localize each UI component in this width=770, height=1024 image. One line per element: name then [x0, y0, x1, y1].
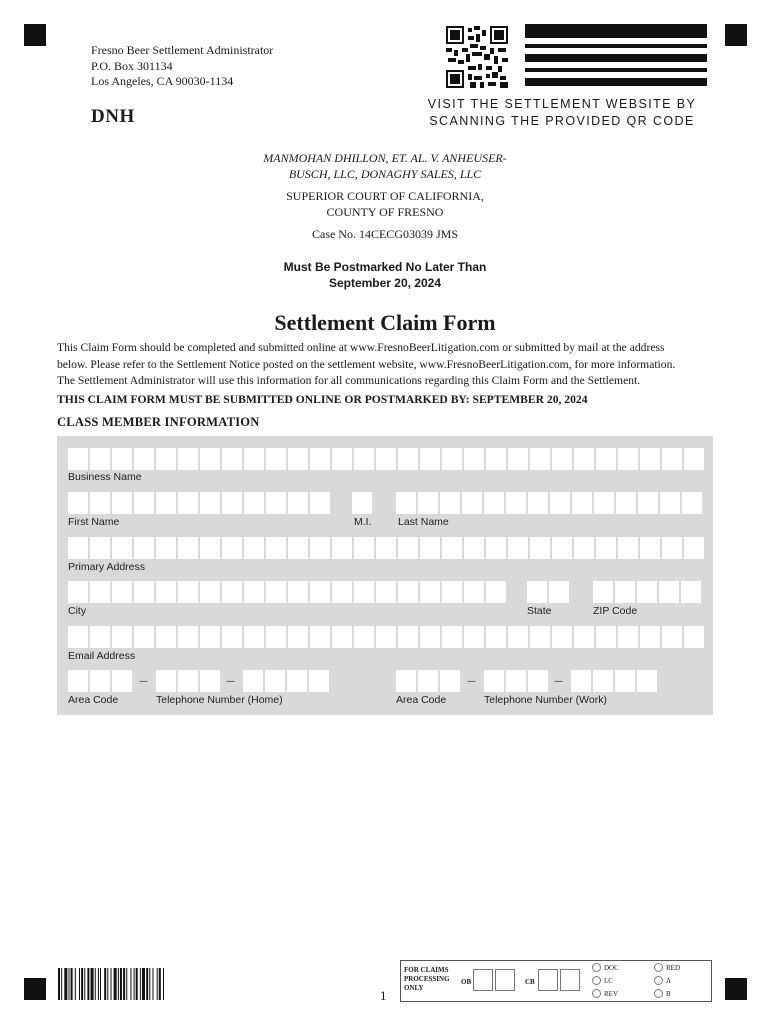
cb-label: CB	[525, 978, 535, 986]
char-box[interactable]	[681, 581, 701, 603]
state-input[interactable]	[527, 581, 571, 603]
char-box[interactable]	[178, 670, 198, 692]
char-box[interactable]	[398, 537, 418, 559]
char-box[interactable]	[134, 448, 154, 470]
registration-mark-top-right	[725, 24, 747, 46]
char-box[interactable]	[222, 448, 242, 470]
postal-bar	[525, 24, 707, 38]
char-box[interactable]	[310, 448, 330, 470]
char-box[interactable]	[68, 537, 88, 559]
registration-mark-bottom-left	[24, 978, 46, 1000]
char-box[interactable]	[418, 670, 438, 692]
char-box[interactable]	[310, 537, 330, 559]
char-box[interactable]	[484, 492, 504, 514]
char-box[interactable]	[593, 581, 613, 603]
char-box[interactable]	[112, 581, 132, 603]
char-box[interactable]	[616, 492, 636, 514]
red-checkbox[interactable]	[654, 963, 663, 972]
char-box[interactable]	[376, 448, 396, 470]
claims-processing-label-line: FOR CLAIMS	[404, 966, 449, 974]
primary-address-label: Primary Address	[68, 561, 146, 573]
char-box[interactable]	[200, 537, 220, 559]
b-label: B	[666, 990, 671, 998]
char-box[interactable]	[243, 670, 263, 692]
char-box[interactable]	[530, 448, 550, 470]
char-box[interactable]	[662, 537, 682, 559]
char-box[interactable]	[134, 581, 154, 603]
work-area-code-input[interactable]	[396, 670, 462, 692]
char-box[interactable]	[420, 448, 440, 470]
business-name-input[interactable]	[68, 448, 706, 470]
home-phone-prefix-input[interactable]	[156, 670, 222, 692]
char-box[interactable]	[506, 492, 526, 514]
char-box[interactable]	[398, 626, 418, 648]
char-box[interactable]	[156, 670, 176, 692]
phone-separator: ----	[226, 676, 234, 686]
char-box[interactable]	[244, 537, 264, 559]
char-box[interactable]	[134, 492, 154, 514]
case-number: Case No. 14CECG03039 JMS	[311, 227, 458, 241]
char-box[interactable]	[222, 626, 242, 648]
char-box[interactable]	[486, 448, 506, 470]
char-box[interactable]	[90, 626, 110, 648]
char-box[interactable]	[618, 626, 638, 648]
char-box[interactable]	[288, 448, 308, 470]
phone-separator: ----	[554, 676, 562, 686]
char-box[interactable]	[354, 448, 374, 470]
postal-bars	[525, 24, 707, 92]
intro-paragraph	[57, 340, 717, 390]
char-box[interactable]	[244, 448, 264, 470]
char-box[interactable]	[659, 581, 679, 603]
char-box[interactable]	[552, 626, 572, 648]
char-box[interactable]	[156, 537, 176, 559]
postal-bar	[525, 54, 707, 62]
home-area-code-label: Area Code	[68, 694, 119, 706]
postmark-deadline	[230, 260, 540, 291]
postal-bar	[525, 68, 707, 72]
zip-code-label: ZIP Code	[593, 605, 638, 617]
char-box[interactable]	[572, 492, 592, 514]
char-box[interactable]	[640, 537, 660, 559]
return-address-line: Los Angeles, CA 90030-1134	[91, 74, 234, 88]
doc-label: DOC	[604, 964, 619, 972]
char-box[interactable]	[222, 492, 242, 514]
char-box[interactable]	[332, 581, 352, 603]
char-box[interactable]	[594, 492, 614, 514]
char-box[interactable]	[593, 670, 613, 692]
claims-processing-label	[404, 966, 450, 993]
char-box[interactable]	[420, 626, 440, 648]
char-box[interactable]	[684, 537, 704, 559]
char-box[interactable]	[310, 626, 330, 648]
char-box[interactable]	[376, 537, 396, 559]
char-box[interactable]	[265, 670, 285, 692]
char-box[interactable]	[244, 492, 264, 514]
return-address-line: Fresno Beer Settlement Administrator	[91, 43, 274, 57]
char-box[interactable]	[396, 670, 416, 692]
char-box[interactable]	[637, 581, 657, 603]
char-box[interactable]	[222, 581, 242, 603]
char-box[interactable]	[596, 626, 616, 648]
char-box[interactable]	[440, 492, 460, 514]
char-box[interactable]	[549, 581, 569, 603]
ob-label: OB	[461, 978, 472, 986]
char-box[interactable]	[178, 537, 198, 559]
char-box[interactable]	[442, 581, 462, 603]
char-box[interactable]	[596, 537, 616, 559]
char-box[interactable]	[90, 581, 110, 603]
char-box[interactable]	[418, 492, 438, 514]
char-box[interactable]	[638, 492, 658, 514]
city-input[interactable]	[68, 581, 508, 603]
char-box[interactable]	[508, 448, 528, 470]
first-name-label: First Name	[68, 516, 120, 528]
ob-box[interactable]	[473, 969, 493, 991]
char-box[interactable]	[527, 581, 547, 603]
zip-code-input[interactable]	[593, 581, 703, 603]
char-box[interactable]	[112, 670, 132, 692]
char-box[interactable]	[574, 537, 594, 559]
red-label: RED	[666, 964, 680, 972]
phone-separator: ----	[467, 676, 475, 686]
court-name: SUPERIOR COURT OF CALIFORNIA,	[286, 189, 484, 203]
char-box[interactable]	[68, 448, 88, 470]
char-box[interactable]	[684, 626, 704, 648]
intro-line: This Claim Form should be completed and submitted online at www.FresnoBeerLitigation.com or submitted by mail at the address	[57, 341, 665, 354]
char-box[interactable]	[420, 537, 440, 559]
home-phone-line-input[interactable]	[243, 670, 331, 692]
char-box[interactable]	[354, 581, 374, 603]
char-box[interactable]	[574, 626, 594, 648]
case-caption	[180, 150, 590, 242]
primary-address-input[interactable]	[68, 537, 706, 559]
char-box[interactable]	[442, 537, 462, 559]
char-box[interactable]	[640, 448, 660, 470]
middle-initial-input[interactable]	[352, 492, 374, 514]
char-box[interactable]	[637, 670, 657, 692]
char-box[interactable]	[528, 670, 548, 692]
claims-processing-label-line: ONLY	[404, 984, 424, 992]
char-box[interactable]	[571, 670, 591, 692]
char-box[interactable]	[660, 492, 680, 514]
char-box[interactable]	[288, 492, 308, 514]
qr-caption-line: VISIT THE SETTLEMENT WEBSITE BY	[427, 97, 697, 111]
char-box[interactable]	[266, 581, 286, 603]
intro-line: below. Please refer to the Settlement Notice posted on the settlement website, www.FresnoBeerLitigation.com, for more information.	[57, 357, 676, 371]
char-box[interactable]	[68, 670, 88, 692]
work-phone-prefix-input[interactable]	[484, 670, 550, 692]
char-box[interactable]	[68, 581, 88, 603]
return-address-line: P.O. Box 301134	[91, 58, 173, 73]
submission-deadline: THIS CLAIM FORM MUST BE SUBMITTED ONLINE OR POSTMARKED BY: SEPTEMBER 20, 2024	[57, 393, 588, 406]
char-box[interactable]	[112, 537, 132, 559]
char-box[interactable]	[442, 448, 462, 470]
char-box[interactable]	[552, 537, 572, 559]
last-name-input[interactable]	[396, 492, 704, 514]
first-name-input[interactable]	[68, 492, 332, 514]
char-box[interactable]	[528, 492, 548, 514]
char-box[interactable]	[440, 670, 460, 692]
city-label: City	[68, 605, 87, 617]
char-box[interactable]	[266, 537, 286, 559]
rev-checkbox[interactable]	[592, 989, 601, 998]
char-box[interactable]	[200, 670, 220, 692]
char-box[interactable]	[134, 537, 154, 559]
char-box[interactable]	[112, 626, 132, 648]
home-phone-label: Telephone Number (Home)	[156, 694, 283, 706]
char-box[interactable]	[550, 492, 570, 514]
lc-checkbox[interactable]	[592, 976, 601, 985]
mail-code: DNH	[91, 106, 135, 127]
b-checkbox[interactable]	[654, 989, 663, 998]
qr-caption	[412, 96, 712, 130]
char-box[interactable]	[462, 492, 482, 514]
char-box[interactable]	[288, 626, 308, 648]
char-box[interactable]	[200, 581, 220, 603]
char-box[interactable]	[464, 448, 484, 470]
char-box[interactable]	[156, 626, 176, 648]
lc-label: LC	[604, 977, 613, 985]
char-box[interactable]	[200, 448, 220, 470]
work-phone-line-input[interactable]	[571, 670, 659, 692]
work-area-code-label: Area Code	[396, 694, 447, 706]
char-box[interactable]	[508, 626, 528, 648]
home-area-code-input[interactable]	[68, 670, 134, 692]
char-box[interactable]	[156, 492, 176, 514]
postmark-line: Must Be Postmarked No Later Than	[283, 260, 487, 274]
postal-bar	[525, 44, 707, 48]
char-box[interactable]	[662, 626, 682, 648]
char-box[interactable]	[464, 537, 484, 559]
char-box[interactable]	[352, 492, 372, 514]
a-checkbox[interactable]	[654, 976, 663, 985]
char-box[interactable]	[486, 537, 506, 559]
intro-line: The Settlement Administrator will use this information for all communications regarding this Claim Form and the Settlement.	[57, 374, 641, 387]
char-box[interactable]	[332, 626, 352, 648]
char-box[interactable]	[200, 492, 220, 514]
char-box[interactable]	[506, 670, 526, 692]
char-box[interactable]	[309, 670, 329, 692]
cb-box[interactable]	[538, 969, 558, 991]
char-box[interactable]	[486, 581, 506, 603]
char-box[interactable]	[222, 537, 242, 559]
char-box[interactable]	[640, 626, 660, 648]
postmark-line: September 20, 2024	[328, 275, 442, 290]
char-box[interactable]	[398, 581, 418, 603]
char-box[interactable]	[574, 448, 594, 470]
rev-label: REV	[604, 990, 618, 998]
phone-separator: ----	[139, 676, 147, 686]
char-box[interactable]	[615, 670, 635, 692]
char-box[interactable]	[288, 537, 308, 559]
char-box[interactable]	[266, 448, 286, 470]
char-box[interactable]	[68, 626, 88, 648]
barcode-icon	[58, 968, 246, 1000]
char-box[interactable]	[90, 492, 110, 514]
char-box[interactable]	[332, 448, 352, 470]
doc-checkbox[interactable]	[592, 963, 601, 972]
char-box[interactable]	[266, 492, 286, 514]
char-box[interactable]	[156, 448, 176, 470]
claims-processing-label-line: PROCESSING	[404, 975, 450, 983]
char-box[interactable]	[310, 492, 330, 514]
char-box[interactable]	[552, 448, 572, 470]
registration-mark-top-left	[24, 24, 46, 46]
char-box[interactable]	[684, 448, 704, 470]
char-box[interactable]	[90, 448, 110, 470]
char-box[interactable]	[464, 626, 484, 648]
char-box[interactable]	[354, 626, 374, 648]
char-box[interactable]	[508, 537, 528, 559]
char-box[interactable]	[90, 670, 110, 692]
a-label: A	[666, 977, 672, 985]
return-address	[91, 43, 273, 90]
char-box[interactable]	[244, 581, 264, 603]
char-box[interactable]	[596, 448, 616, 470]
char-box[interactable]	[376, 626, 396, 648]
char-box[interactable]	[486, 626, 506, 648]
char-box[interactable]	[618, 537, 638, 559]
char-box[interactable]	[530, 626, 550, 648]
char-box[interactable]	[464, 581, 484, 603]
cb-box[interactable]	[560, 969, 580, 991]
case-parties: BUSCH, LLC, DONAGHY SALES, LLC	[288, 167, 482, 181]
class-member-panel	[57, 436, 713, 715]
registration-mark-bottom-right	[725, 978, 747, 1000]
char-box[interactable]	[530, 537, 550, 559]
char-box[interactable]	[178, 581, 198, 603]
court-name: COUNTY OF FRESNO	[326, 205, 444, 219]
mi-label: M.I.	[354, 516, 372, 528]
char-box[interactable]	[134, 626, 154, 648]
char-box[interactable]	[178, 492, 198, 514]
qr-caption-line: SCANNING THE PROVIDED QR CODE	[429, 114, 695, 128]
char-box[interactable]	[376, 581, 396, 603]
char-box[interactable]	[68, 492, 88, 514]
work-phone-label: Telephone Number (Work)	[484, 694, 607, 706]
char-box[interactable]	[662, 448, 682, 470]
qr-code-icon	[446, 26, 508, 88]
business-name-label: Business Name	[68, 471, 142, 483]
char-box[interactable]	[396, 492, 416, 514]
char-box[interactable]	[156, 581, 176, 603]
char-box[interactable]	[615, 581, 635, 603]
char-box[interactable]	[332, 537, 352, 559]
state-label: State	[527, 605, 552, 617]
char-box[interactable]	[618, 448, 638, 470]
ob-box[interactable]	[495, 969, 515, 991]
postal-bar	[525, 78, 707, 86]
char-box[interactable]	[178, 626, 198, 648]
char-box[interactable]	[310, 581, 330, 603]
char-box[interactable]	[244, 626, 264, 648]
char-box[interactable]	[398, 448, 418, 470]
char-box[interactable]	[288, 581, 308, 603]
char-box[interactable]	[354, 537, 374, 559]
form-title: Settlement Claim Form	[274, 310, 496, 335]
section-title: CLASS MEMBER INFORMATION	[57, 415, 260, 429]
char-box[interactable]	[682, 492, 702, 514]
char-box[interactable]	[420, 581, 440, 603]
email-label: Email Address	[68, 650, 136, 662]
char-box[interactable]	[178, 448, 198, 470]
char-box[interactable]	[90, 537, 110, 559]
char-box[interactable]	[442, 626, 462, 648]
char-box[interactable]	[200, 626, 220, 648]
last-name-label: Last Name	[398, 516, 449, 528]
char-box[interactable]	[287, 670, 307, 692]
page-number: 1	[380, 988, 387, 1003]
char-box[interactable]	[266, 626, 286, 648]
char-box[interactable]	[484, 670, 504, 692]
email-input[interactable]	[68, 626, 706, 648]
char-box[interactable]	[112, 492, 132, 514]
case-parties: MANMOHAN DHILLON, ET. AL. V. ANHEUSER-	[263, 151, 507, 165]
char-box[interactable]	[112, 448, 132, 470]
claims-processing-box	[400, 960, 712, 1002]
